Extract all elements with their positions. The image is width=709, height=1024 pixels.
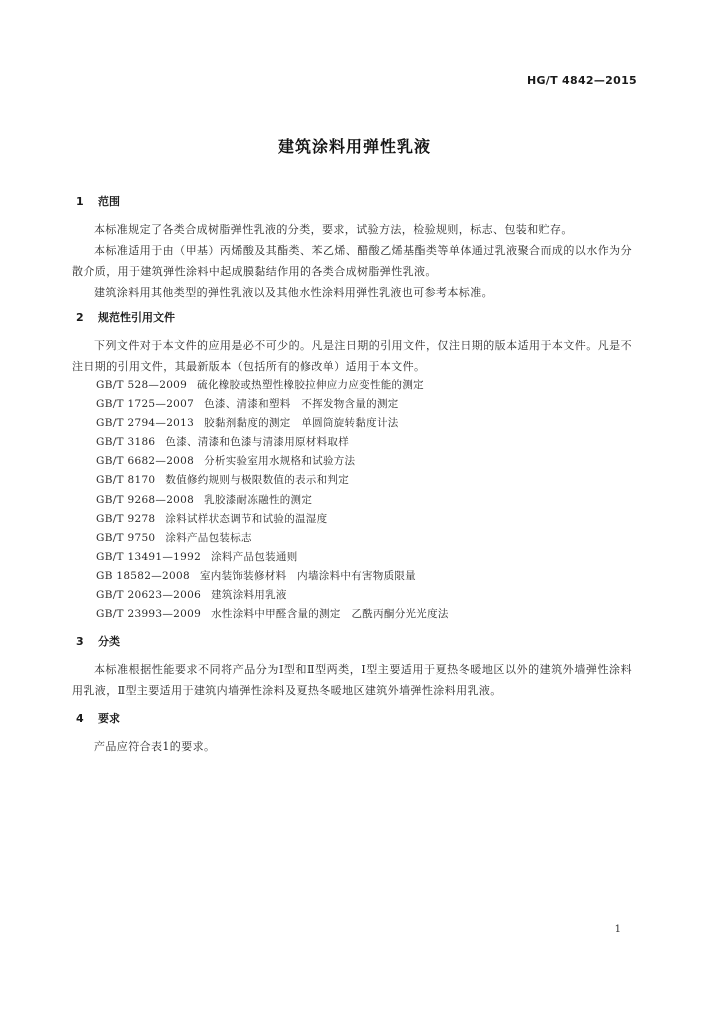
reference-title: 分析实验室用水规格和试验方法 — [204, 455, 356, 468]
reference-item — [96, 414, 449, 433]
reference-title: 涂料产品包装标志 — [165, 531, 252, 544]
reference-title: 建筑涂料用乳液 — [211, 589, 287, 602]
reference-item — [96, 529, 449, 548]
reference-item — [96, 376, 449, 395]
reference-item — [96, 605, 449, 624]
reference-code: GB/T 3186 — [96, 436, 156, 449]
section-heading-requirements — [76, 710, 120, 726]
reference-title: 硫化橡胶或热塑性橡胶拉伸应力应变性能的测定 — [197, 379, 424, 391]
reference-title: 室内装饰装修材料 内墙涂料中有害物质限量 — [199, 569, 416, 582]
reference-code: GB/T 8170 — [96, 474, 156, 487]
section-title: 分类 — [98, 635, 120, 648]
reference-code: GB/T 23993—2009 — [96, 608, 202, 621]
section-number: 2 — [76, 311, 84, 324]
reference-item — [96, 452, 449, 471]
reference-code: GB/T 2794—2013 — [96, 417, 195, 430]
section-number: 1 — [76, 195, 84, 208]
section-number: 3 — [76, 635, 84, 648]
reference-title: 色漆、清漆和色漆与清漆用原材料取样 — [165, 436, 350, 449]
reference-title: 涂料试样状态调节和试验的温湿度 — [165, 512, 328, 525]
reference-code: GB/T 20623—2006 — [96, 589, 202, 602]
section-heading-scope — [76, 193, 120, 209]
standard-number: HG/T 4842—2015 — [526, 74, 637, 87]
section-heading-classification — [76, 633, 120, 649]
normative-refs-intro: 下列文件对于本文件的应用是必不可少的。凡是注日期的引用文件，仅注日期的版本适用于本文件。凡是不注日期的引用文件，其最新版本（包括所有的修改单）适用于本文件。 — [72, 339, 632, 373]
reference-title: 色漆、清漆和塑料 不挥发物含量的测定 — [204, 398, 399, 411]
section-title: 规范性引用文件 — [98, 311, 175, 324]
scope-paragraph-3: 建筑涂料用其他类型的弹性乳液以及其他水性涂料用弹性乳液也可参考本标准。 — [94, 286, 493, 299]
reference-item — [96, 510, 449, 529]
reference-title: 乳胶漆耐冻融性的测定 — [204, 493, 313, 506]
section-heading-normative-refs — [76, 309, 175, 325]
reference-list — [96, 376, 449, 624]
reference-item — [96, 471, 449, 490]
reference-code: GB/T 9268—2008 — [96, 493, 195, 506]
reference-item — [96, 567, 449, 586]
reference-code: GB/T 9278 — [96, 512, 156, 525]
reference-item — [96, 548, 449, 567]
reference-code: GB/T 528—2009 — [96, 379, 188, 391]
reference-item — [96, 491, 449, 510]
reference-code: GB 18582—2008 — [96, 569, 190, 582]
reference-item — [96, 395, 449, 414]
page-title: 建筑涂料用弹性乳液 — [277, 137, 431, 156]
scope-paragraph-1: 本标准规定了各类合成树脂弹性乳液的分类，要求，试验方法，检验规则，标志、包装和贮存。 — [94, 223, 573, 236]
reference-title: 水性涂料中甲醛含量的测定 乙酰丙酮分光光度法 — [211, 608, 449, 621]
requirements-paragraph: 产品应符合表1的要求。 — [94, 740, 216, 753]
reference-item — [96, 433, 449, 452]
reference-code: GB/T 1725—2007 — [96, 398, 195, 411]
reference-code: GB/T 13491—1992 — [96, 550, 202, 563]
page-number: 1 — [614, 924, 621, 935]
scope-paragraph-2: 本标准适用于由（甲基）丙烯酸及其酯类、苯乙烯、醋酸乙烯基酯类等单体通过乳液聚合而成的以水作为分散介质，用于建筑弹性涂料中起成膜黏结作用的各类合成树脂弹性乳液。 — [72, 244, 632, 278]
section-title: 要求 — [98, 712, 120, 725]
section-title: 范围 — [98, 195, 120, 208]
section-number: 4 — [76, 712, 84, 725]
reference-code: GB/T 9750 — [96, 531, 156, 544]
reference-title: 数值修约规则与极限数值的表示和判定 — [165, 474, 350, 487]
reference-item — [96, 586, 449, 605]
reference-title: 胶黏剂黏度的测定 单圆筒旋转黏度计法 — [204, 417, 399, 430]
reference-code: GB/T 6682—2008 — [96, 455, 195, 468]
classification-paragraph: 本标准根据性能要求不同将产品分为Ⅰ型和Ⅱ型两类，Ⅰ型主要适用于夏热冬暖地区以外的建筑外墙弹性涂料用乳液，Ⅱ型主要适用于建筑内墙弹性涂料及夏热冬暖地区建筑外墙弹性涂料用乳液。 — [72, 663, 632, 697]
reference-title: 涂料产品包装通则 — [211, 550, 298, 563]
